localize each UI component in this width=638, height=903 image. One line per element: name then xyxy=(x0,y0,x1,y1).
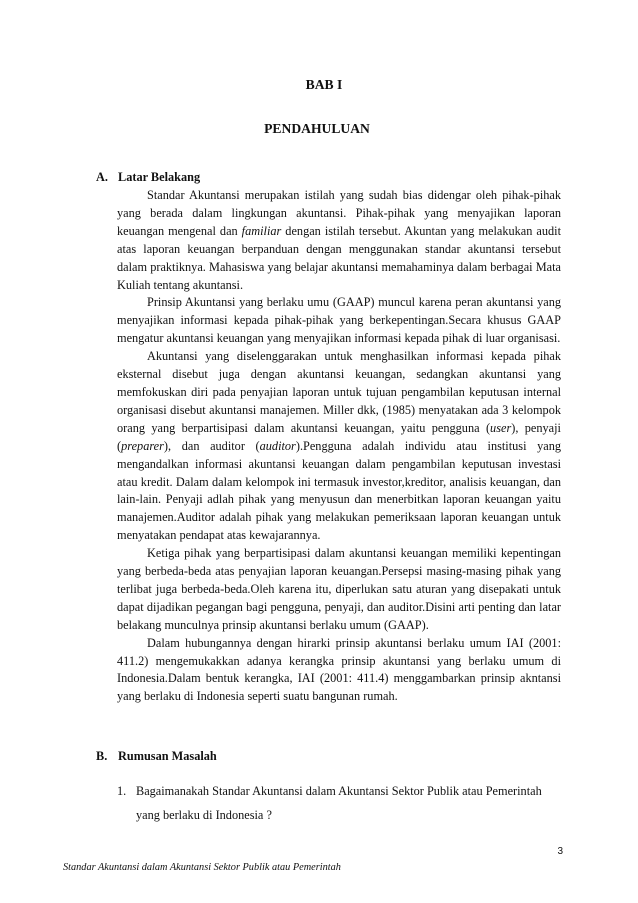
paragraph: Standar Akuntansi merupakan istilah yang sudah bias didengar oleh pihak-pihak yang berada dalam lingkungan akuntansi. Pihak-pihak yang menyajikan laporan keuangan mengenal dan familiar dengan istilah tersebut. Akuntan yang melakukan audit atas laporan keuangan berpanduan dengan menggunakan standar akuntansi tersebut dalam praktiknya. Mahasiswa yang belajar akuntansi memahaminya dalam berbagai Mata Kuliah tentang akuntansi. xyxy=(117,188,561,292)
section-heading-b xyxy=(96,749,217,764)
research-question-list xyxy=(117,779,561,827)
section-number: B. xyxy=(96,749,108,763)
list-item xyxy=(117,779,561,827)
list-item-text: Bagaimanakah Standar Akuntansi dalam Akuntansi Sektor Publik atau Pemerintah yang berlaku di Indonesia ? xyxy=(136,784,542,822)
paragraph: Prinsip Akuntansi yang berlaku umu (GAAP) muncul karena peran akuntansi yang menyajikan informasi kepada pihak-pihak yang berkepentingan.Secara khusus GAAP mengatur akuntansi keuangan yang menyajikan informasi kepada pihak di luar organisasi. xyxy=(117,295,561,346)
section-heading-a xyxy=(96,170,200,185)
paragraph: Akuntansi yang diselenggarakan untuk menghasilkan informasi kepada pihak eksternal disebut juga dengan akuntansi keuangan, sedangkan akuntansi yang memfokuskan diri pada penyajian laporan untuk tujuan pengambilan keputusan internal organisasi disebut akuntansi manajemen. Miller dkk, (1985) menyatakan ada 3 kelompok orang yang berpartisipasi dalam akuntansi keuangan, yaitu pengguna (user), penyaji (preparer), dan auditor (auditor).Pengguna adalah individu atau institusi yang mengandalkan informasi akuntansi keuangan dalam pengambilan keputusan investasi atau kredit. Dalam dalam kelompok ini termasuk investor,kreditor, analisis keuangan, dan lain-lain. Penyaji adlah pihak yang menyusun dan menerbitkan laporan keuangan yaitu manajemen.Auditor adalah pihak yang melakukan pemeriksaan laporan keuangan untuk menyatakan pendapat atas kewajarannya. xyxy=(117,349,561,543)
running-footer: Standar Akuntansi dalam Akuntansi Sektor Publik atau Pemerintah xyxy=(63,862,341,873)
paragraph: Dalam hubungannya dengan hirarki prinsip akuntansi berlaku umum IAI (2001: 411.2) mengemukakkan adanya kerangka prinsip akuntansi yang berlaku umum di Indonesia.Dalam bentuk kerangka, IAI (2001: 411.4) menggambarkan prinsip akntansi yang berlaku di Indonesia seperti suatu bangunan rumah. xyxy=(117,635,561,704)
section-number: A. xyxy=(96,170,108,184)
chapter-title: PENDAHULUAN xyxy=(264,121,370,136)
paragraph: Ketiga pihak yang berpartisipasi dalam akuntansi keuangan memiliki kepentingan yang berbeda-beda atas penyajian laporan keuangan.Persepsi masing-masing pihak yang terlibat juga berbeda-beda.Oleh karena itu, diperlukan satu aturan yang disepakati untuk dapat dijadikan pegangan bagi pengguna, penyaji, dan auditor.Disini arti penting dan latar belakang munculnya prinsip akuntansi berlaku umum (GAAP). xyxy=(117,546,561,632)
section-title: Latar Belakang xyxy=(118,170,201,184)
page-number: 3 xyxy=(557,846,563,857)
list-item-number: 1. xyxy=(117,784,127,798)
section-a-body xyxy=(117,187,561,706)
chapter-label: BAB I xyxy=(305,77,343,92)
section-title: Rumusan Masalah xyxy=(118,749,217,763)
